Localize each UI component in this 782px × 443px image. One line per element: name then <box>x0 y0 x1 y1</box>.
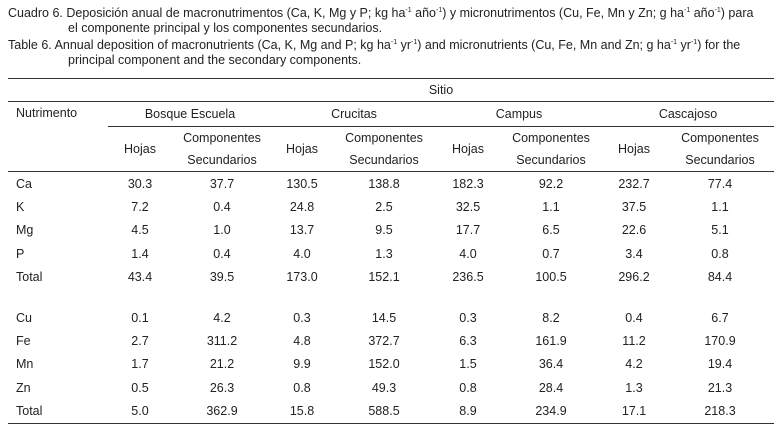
componentes-value: 5.1 <box>711 223 729 238</box>
componentes-value: 362.9 <box>172 400 272 424</box>
componentes-value: 161.9 <box>535 334 567 349</box>
caption-english <box>8 38 778 53</box>
nutrient-name: Zn <box>16 380 31 395</box>
componentes-value: 152.0 <box>368 357 400 372</box>
table-row <box>8 242 774 265</box>
caption-text: ) and micronutrients (Cu, Fe, Mn and Zn; g ha <box>417 38 671 52</box>
componentes-value: 92.2 <box>500 172 602 196</box>
hojas-value: 130.5 <box>272 172 332 196</box>
hojas-value: 43.4 <box>127 270 153 285</box>
hojas-value: 15.8 <box>272 400 332 424</box>
header-row-sitio <box>8 79 774 102</box>
hojas-value: 7.2 <box>131 200 149 215</box>
componentes-value: 77.4 <box>666 172 774 196</box>
table-row <box>8 376 774 399</box>
hojas-value: 4.5 <box>131 223 149 238</box>
caption-superscript: -1 <box>436 7 443 14</box>
nutrient-name: Cu <box>16 310 32 325</box>
caption-text: yr <box>397 38 411 52</box>
nutrient-name: Ca <box>8 172 108 196</box>
table-body <box>8 79 774 424</box>
caption-superscript: -1 <box>670 39 678 46</box>
nutrient-name: Total <box>8 400 108 424</box>
componentes-value: 588.5 <box>332 400 436 424</box>
header-row-components-1 <box>8 127 774 150</box>
hojas-value: 11.2 <box>622 334 646 349</box>
caption-superscript: -1 <box>683 7 691 14</box>
hojas-value: 3.4 <box>625 246 643 261</box>
caption-english-line2: principal component and the secondary components. <box>68 53 362 67</box>
hojas-value: 24.8 <box>289 200 315 215</box>
componentes-value: 311.2 <box>206 334 238 349</box>
table-row <box>8 306 774 329</box>
hojas-value: 13.7 <box>289 223 315 238</box>
table-row <box>8 353 774 376</box>
componentes-value: 49.3 <box>371 380 397 395</box>
nutrimento-header: Nutrimento <box>8 102 108 172</box>
caption-text: ) for the <box>697 38 741 52</box>
componentes-value: 39.5 <box>209 270 235 285</box>
site-header: Bosque Escuela <box>108 102 272 127</box>
componentes-value: 372.7 <box>368 334 400 349</box>
hojas-value: 30.3 <box>108 172 172 196</box>
hojas-value: 22.6 <box>621 223 647 238</box>
componentes-header: Componentes <box>332 127 436 150</box>
nutrient-table <box>8 78 774 424</box>
hojas-value: 4.8 <box>293 334 311 349</box>
table-row <box>8 329 774 352</box>
secundarios-header: Secundarios <box>349 153 419 167</box>
componentes-value: 1.1 <box>711 200 729 215</box>
hojas-value: 0.1 <box>131 310 149 325</box>
componentes-value: 21.2 <box>209 357 235 372</box>
nutrient-name: P <box>16 246 25 261</box>
secundarios-header: Secundarios <box>685 153 755 167</box>
hojas-value: 0.5 <box>131 380 149 395</box>
componentes-value: 6.5 <box>542 223 560 238</box>
header-row-sites <box>8 102 774 127</box>
componentes-header: Componentes <box>666 127 774 150</box>
hojas-value: 17.1 <box>602 400 666 424</box>
table-row <box>8 400 774 424</box>
componentes-value: 0.8 <box>711 246 729 261</box>
hojas-value: 0.8 <box>293 380 311 395</box>
secundarios-header: Secundarios <box>516 153 586 167</box>
caption-spanish <box>8 6 778 21</box>
hojas-value: 173.0 <box>286 270 318 285</box>
caption-text: año <box>411 6 436 20</box>
hojas-value: 296.2 <box>618 270 650 285</box>
table-row <box>8 266 774 289</box>
hojas-value: 0.3 <box>459 310 477 325</box>
hojas-value: 4.0 <box>459 246 477 261</box>
table-caption <box>8 6 778 68</box>
componentes-value: 1.3 <box>375 246 393 261</box>
caption-text: ) para <box>720 6 754 20</box>
componentes-value: 9.5 <box>375 223 393 238</box>
caption-text: año <box>690 6 715 20</box>
componentes-value: 138.8 <box>332 172 436 196</box>
componentes-value: 36.4 <box>538 357 564 372</box>
sitio-header: Sitio <box>108 79 774 102</box>
hojas-value: 0.8 <box>459 380 477 395</box>
table-row <box>8 219 774 242</box>
caption-spanish-line2: el componente principal y los componentes secundarios. <box>68 21 383 35</box>
hojas-value: 1.4 <box>131 246 149 261</box>
componentes-value: 170.9 <box>704 334 736 349</box>
nutrient-name: K <box>16 200 25 215</box>
hojas-value: 37.5 <box>621 200 647 215</box>
hojas-value: 4.0 <box>293 246 311 261</box>
componentes-value: 1.1 <box>542 200 560 215</box>
table-row <box>8 195 774 218</box>
hojas-value: 1.7 <box>131 357 149 372</box>
hojas-value: 5.0 <box>108 400 172 424</box>
caption-text: Table 6. Annual deposition of macronutrients (Ca, K, Mg and P; kg ha <box>8 38 391 52</box>
componentes-value: 218.3 <box>666 400 774 424</box>
caption-superscript: -1 <box>390 39 398 46</box>
hojas-value: 182.3 <box>436 172 500 196</box>
componentes-value: 84.4 <box>707 270 733 285</box>
componentes-value: 100.5 <box>535 270 567 285</box>
componentes-value: 4.2 <box>213 310 231 325</box>
caption-superscript: -1 <box>405 7 412 14</box>
hojas-header: Hojas <box>602 127 666 172</box>
hojas-value: 1.5 <box>459 357 477 372</box>
componentes-value: 2.5 <box>375 200 393 215</box>
componentes-value: 152.1 <box>368 270 400 285</box>
site-header: Crucitas <box>272 102 436 127</box>
componentes-value: 19.4 <box>707 357 733 372</box>
hojas-value: 6.3 <box>459 334 477 349</box>
componentes-value: 37.7 <box>172 172 272 196</box>
secundarios-header: Secundarios <box>187 153 257 167</box>
site-header: Cascajoso <box>602 102 774 127</box>
componentes-value: 14.5 <box>371 310 397 325</box>
componentes-header: Componentes <box>500 127 602 150</box>
caption-text: yr <box>677 38 691 52</box>
componentes-header: Componentes <box>172 127 272 150</box>
hojas-value: 4.2 <box>625 357 643 372</box>
componentes-value: 28.4 <box>538 380 564 395</box>
hojas-value: 17.7 <box>455 223 481 238</box>
hojas-header: Hojas <box>108 127 172 172</box>
caption-text: Cuadro 6. Deposición anual de macronutrimentos (Ca, K, Mg y P; kg ha <box>8 6 406 20</box>
hojas-header: Hojas <box>436 127 500 172</box>
table-row <box>8 172 774 196</box>
componentes-value: 0.4 <box>213 246 231 261</box>
hojas-value: 32.5 <box>455 200 481 215</box>
nutrient-name: Total <box>16 270 43 285</box>
nutrient-name: Fe <box>16 334 31 349</box>
hojas-value: 0.4 <box>625 310 643 325</box>
caption-superscript: -1 <box>411 39 418 46</box>
componentes-value: 6.7 <box>711 310 729 325</box>
componentes-value: 21.3 <box>707 380 733 395</box>
hojas-value: 2.7 <box>131 334 149 349</box>
hojas-value: 232.7 <box>602 172 666 196</box>
hojas-value: 8.9 <box>436 400 500 424</box>
caption-text: ) y micronutrimentos (Cu, Fe, Mn y Zn; g ha <box>442 6 684 20</box>
group-spacer <box>8 289 774 306</box>
componentes-value: 26.3 <box>209 380 235 395</box>
nutrient-name: Mn <box>16 357 34 372</box>
componentes-value: 8.2 <box>542 310 560 325</box>
hojas-value: 9.9 <box>293 357 311 372</box>
nutrient-name: Mg <box>16 223 34 238</box>
hojas-value: 1.3 <box>625 380 643 395</box>
componentes-value: 234.9 <box>500 400 602 424</box>
componentes-value: 1.0 <box>213 223 231 238</box>
site-header: Campus <box>436 102 602 127</box>
hojas-header: Hojas <box>272 127 332 172</box>
caption-superscript: -1 <box>714 7 721 14</box>
componentes-value: 0.7 <box>542 246 560 261</box>
componentes-value: 0.4 <box>213 200 231 215</box>
caption-superscript: -1 <box>690 39 698 46</box>
hojas-value: 0.3 <box>293 310 311 325</box>
hojas-value: 236.5 <box>452 270 484 285</box>
